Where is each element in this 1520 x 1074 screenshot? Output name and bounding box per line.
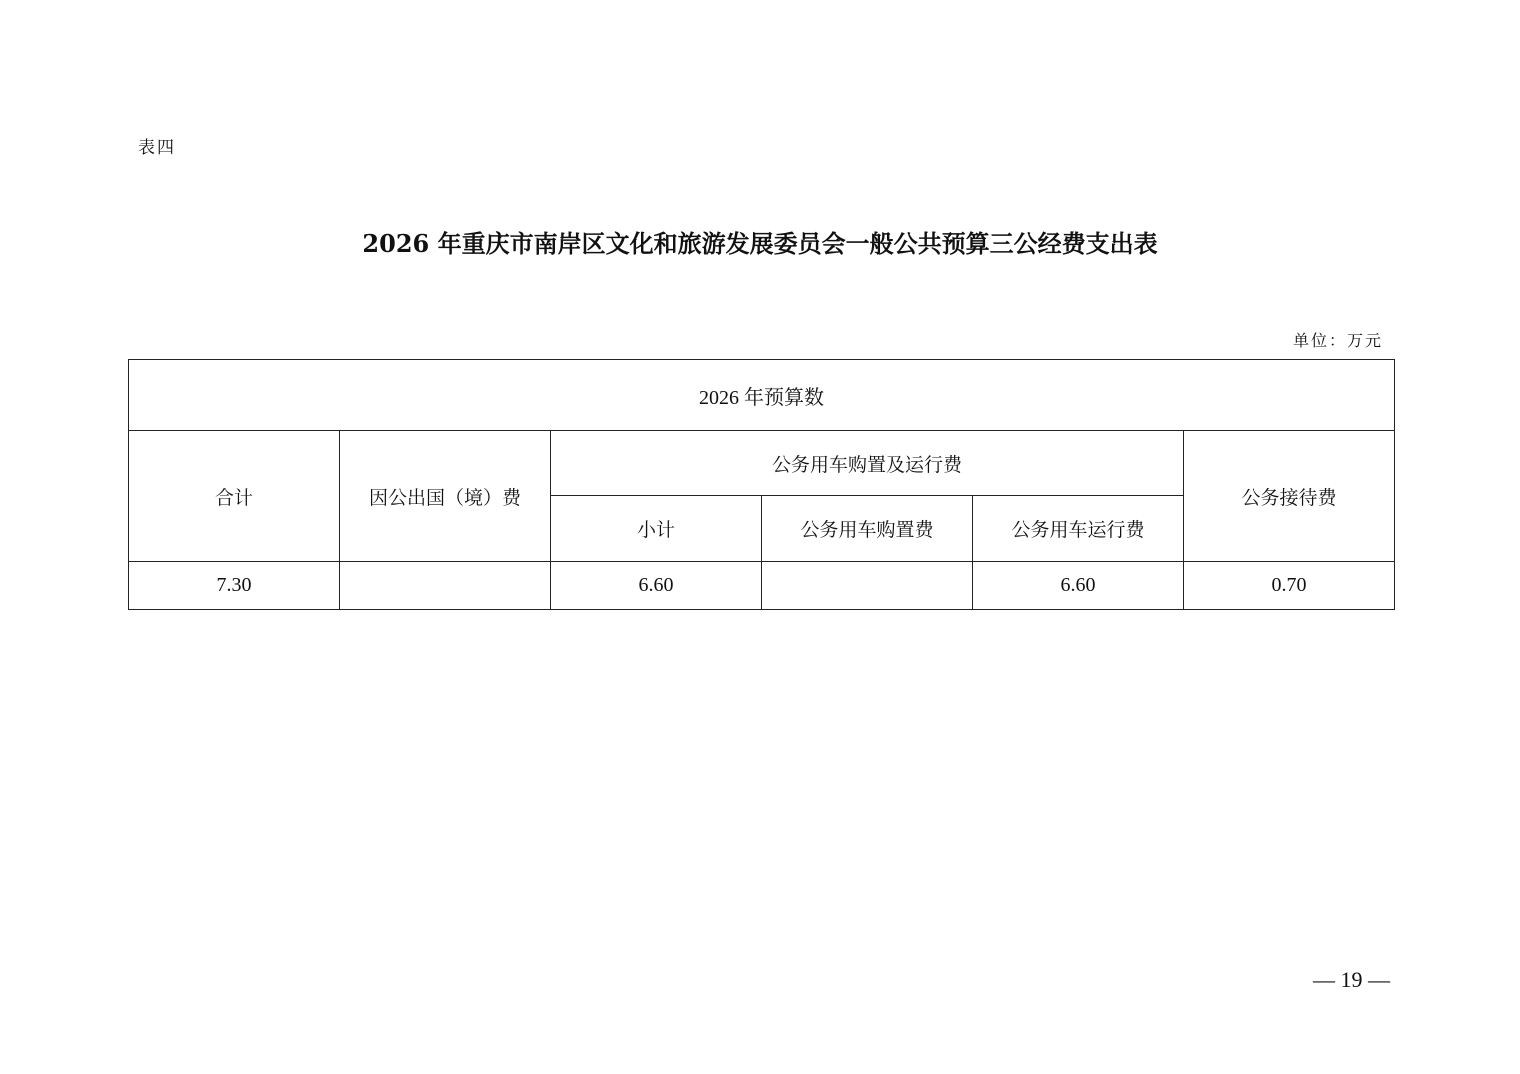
header-abroad: 因公出国（境）费 (340, 431, 551, 562)
table-header-row-top (129, 360, 1395, 431)
page-number: — 19 — (1313, 967, 1390, 992)
header-vehicle-subtotal: 小计 (551, 496, 762, 562)
cell-vehicle-subtotal: 6.60 (551, 562, 762, 610)
table-header-row-1 (129, 431, 1395, 496)
header-vehicle-group: 公务用车购置及运行费 (551, 431, 1184, 496)
cell-reception: 0.70 (1184, 562, 1395, 610)
cell-total: 7.30 (129, 562, 340, 610)
table-label: 表四 (138, 138, 176, 158)
table-row (129, 562, 1395, 610)
header-total: 合计 (129, 431, 340, 562)
header-vehicle-purchase: 公务用车购置费 (762, 496, 973, 562)
page-title: 2026 年重庆市南岸区文化和旅游发展委员会一般公共预算三公经费支出表 (362, 229, 1158, 258)
unit-label: 单位：万元 (1292, 331, 1383, 350)
header-reception: 公务接待费 (1184, 431, 1395, 562)
cell-vehicle-purchase (762, 562, 973, 610)
cell-abroad (340, 562, 551, 610)
budget-table (128, 359, 1395, 610)
header-vehicle-operation: 公务用车运行费 (973, 496, 1184, 562)
header-budget-year: 2026 年预算数 (129, 360, 1395, 431)
cell-vehicle-operation: 6.60 (973, 562, 1184, 610)
